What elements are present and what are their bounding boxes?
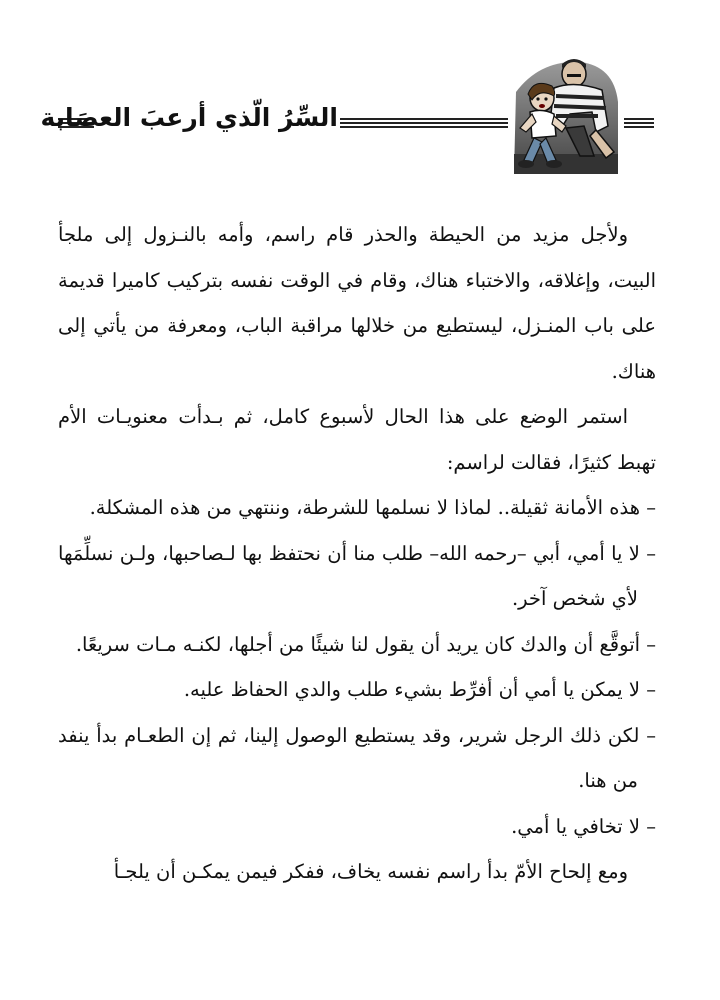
header-rule-right bbox=[624, 118, 654, 128]
dialog-line: – لا تخافي يا أمي. bbox=[511, 814, 656, 838]
dialog-line: – لا يا أمي، أبي –رحمه الله– طلب منا أن نحتفظ بها لـصاحبها، ولـن نسلِّمَها لأي شخص آخر. bbox=[58, 541, 656, 610]
boy-and-thug-chase-illustration-icon bbox=[510, 52, 622, 176]
header-rule-middle bbox=[340, 118, 508, 128]
dialog-line: – هذه الأمانة ثقيلة.. لماذا لا نسلمها للشرطة، وننتهي من هذه المشكلة. bbox=[89, 496, 656, 519]
chapter-header bbox=[0, 52, 720, 180]
dialog-line: – لا يمكن يا أمي أن أفرِّط بشيء طلب والدي الحفاظ عليه. bbox=[183, 678, 656, 701]
chapter-title: السِّرُ الّذي أرعبَ العصَابة bbox=[40, 103, 338, 132]
dialog-line: – أتوقَّع أن والدك كان يريد أن يقول لنا شيئًا من أجلها، لكنـه مـات سريعًا. bbox=[75, 632, 656, 656]
dialog-line: – لكن ذلك الرجل شرير، وقد يستطيع الوصول إلينا، ثم إن الطعـام بدأ ينفد من هنا. bbox=[58, 723, 656, 792]
story-text bbox=[58, 212, 656, 895]
paragraph: ولأجل مزيد من الحيطة والحذر قام راسم، وأمه بالنـزول إلى ملجأ البيت، وإغلاقه، والاختباء هناك، وقام في الوقت نفسه بتركيب كاميرا قديمة على باب المنـزل، ليستطيع من خلالها مراقبة الباب، ومعرفة من يأتي إلى هناك. bbox=[58, 223, 656, 383]
paragraph: ومع إلحاح الأمّ بدأ راسم نفسه يخاف، ففكر فيمن يمكـن أن يلجـأ bbox=[113, 860, 628, 883]
paragraph: استمر الوضع على هذا الحال لأسبوع كامل، ثم بـدأت معنويـات الأم تهبط كثيرًا، فقالت لراسم: bbox=[58, 405, 656, 474]
